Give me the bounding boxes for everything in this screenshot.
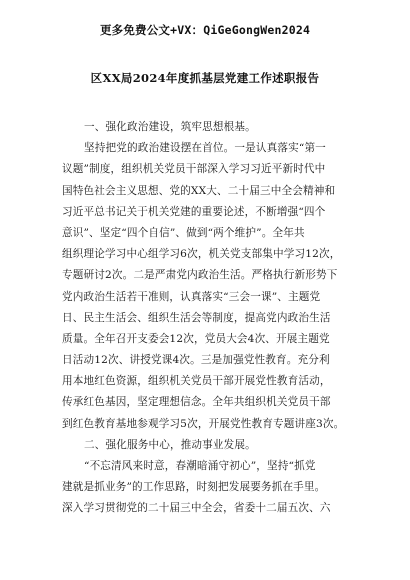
- body-line: “不忘清风来时意，春潮暗涌守初心”，坚持“抓党: [84, 460, 316, 472]
- document-body: [62, 117, 350, 520]
- header-note: 更多免费公文+VX：QiGeGongWen2024: [99, 23, 311, 37]
- body-line: 意识”、坚定“四个自信”、做到“两个维护”。全年共: [62, 226, 305, 239]
- body-line: 国特色社会主义思想、党的XX大、二十届三中全会精神和: [62, 184, 336, 197]
- body-line: 建就是抓业务”的工作思路，时刻把发展要务抓在手里。: [62, 481, 326, 494]
- body-line: 组织理论学习中心组学习6次，机关党支部集中学习12次，: [62, 248, 341, 261]
- document-title: 区XX局2024年度抓基层党建工作述职报告: [90, 71, 320, 85]
- body-line: 质量。全年召开支委会12次，党员大会4次、开展主题党: [62, 332, 330, 345]
- body-line: 党内政治生活若干准则，认真落实“三会一课”、主题党: [62, 290, 321, 303]
- body-line: 一、强化政治建设，筑牢思想根基。: [84, 121, 256, 133]
- body-line: 习近平总书记关于机关党建的重要论述，不断增强“四个: [62, 205, 326, 218]
- body-line: 专题研讨2次。二是严肃党内政治生活。严格执行新形势下: [62, 269, 338, 282]
- body-line: 坚持把党的政治建设摆在首位。一是认真落实“第一: [84, 142, 326, 155]
- body-line: 深入学习贯彻党的二十届三中全会，省委十二届五次、六: [62, 502, 331, 515]
- body-line: 传承红色基因，坚定理想信念。全年共组织机关党员干部: [62, 396, 331, 409]
- body-line: 议题”制度，组织机关党员干部深入学习习近平新时代中: [62, 163, 326, 176]
- body-line: 到红色教育基地参观学习5次，开展党性教育专题讲座3次。: [62, 417, 345, 430]
- body-line: 日、民主生活会、组织生活会等制度，提高党内政治生活: [62, 311, 331, 324]
- body-line: 用本地红色资源，组织机关党员干部开展党性教育活动，: [62, 375, 331, 388]
- body-line: 二、强化服务中心，推动事业发展。: [84, 438, 256, 451]
- body-line: 日活动12次、讲授党课4次。三是加强党性教育。充分利: [62, 354, 330, 367]
